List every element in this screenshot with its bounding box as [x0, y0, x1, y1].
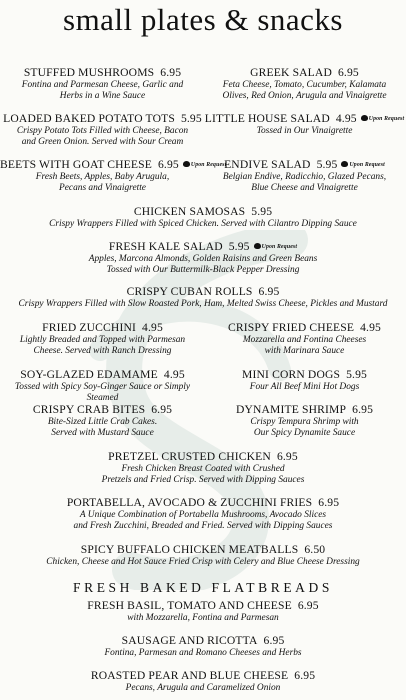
item-price: 6.95 — [157, 158, 179, 171]
item-price: 5.95 — [251, 205, 273, 218]
item-price: 6.50 — [304, 543, 326, 556]
item-name: SPICY BUFFALO CHICKEN MEATBALLS — [80, 543, 299, 556]
item-description: with Mozzarella, Fontina and Parmesan — [127, 613, 279, 623]
item-price: 6.95 — [263, 634, 285, 647]
item-description: Belgian Endive, Radicchio, Glazed Pecans, Blue Cheese and Vinaigrette — [222, 172, 387, 193]
item-name: PORTABELLA, AVOCADO & ZUCCHINI FRIES — [66, 496, 313, 509]
menu-item-pretzel-crusted-chicken — [0, 450, 406, 486]
item-name: ROASTED PEAR AND BLUE CHEESE — [90, 669, 289, 682]
menu-item-fried-zucchini — [0, 321, 205, 357]
menu-item-stuffed-mushrooms — [0, 66, 205, 102]
item-price: 6.95 — [297, 599, 319, 612]
menu-item-crispy-fried-cheese — [203, 321, 406, 357]
item-name: LITTLE HOUSE SALAD — [204, 112, 330, 125]
item-description: Crispy Tempura Shrimp with Our Spicy Dynamite Sauce — [250, 417, 359, 438]
item-name: LOADED BAKED POTATO TOTS — [3, 112, 175, 125]
badge-label: Upon Request — [368, 116, 405, 122]
item-description: Fontina and Parmesan Cheese, Garlic and Herbs in a Wine Sauce — [21, 80, 184, 101]
menu-item-loaded-tots — [0, 112, 205, 148]
item-name: FRESH BASIL, TOMATO AND CHEESE — [87, 599, 292, 612]
item-price: 6.95 — [151, 403, 173, 416]
menu-item-greek-salad — [203, 66, 406, 102]
item-description: Pecans, Arugula and Caramelized Onion — [125, 683, 281, 693]
menu-title: small plates & snacks — [63, 2, 343, 37]
item-price: 5.95 — [316, 158, 338, 171]
menu-item-beets-goat-cheese — [0, 158, 227, 194]
item-description: Crispy Potato Tots Filled with Cheese, Bacon and Green Onion. Served with Sour Cream — [16, 126, 189, 147]
item-description: Fontina, Parmesan and Romano Cheeses and Herbs — [104, 648, 302, 658]
upon-request-icon — [341, 161, 348, 167]
menu-item-chicken-samosas — [0, 205, 406, 230]
item-description: Tossed with Spicy Soy-Ginger Sauce or Simply Steamed — [14, 382, 191, 403]
item-description: Tossed in Our Vinaigrette — [256, 126, 353, 136]
menu-item-portabella-fries — [0, 496, 406, 532]
menu-item-buffalo-chicken-meatballs — [0, 543, 406, 568]
item-name: SOY-GLAZED EDAMAME — [20, 368, 158, 381]
badge-label: Upon Request — [349, 162, 385, 168]
item-name: FRESH KALE SALAD — [108, 240, 223, 253]
item-name: BEETS WITH GOAT CHEESE — [0, 158, 152, 171]
menu-item-dynamite-shrimp — [203, 403, 406, 439]
upon-request-badge — [361, 112, 404, 126]
menu-item-endive-salad — [203, 158, 406, 194]
menu-item-fresh-kale-salad — [0, 240, 406, 276]
item-description: Lightly Breaded and Topped with Parmesan Cheese. Served with Ranch Dressing — [19, 335, 186, 356]
item-description: A Unique Combination of Portabella Mushrooms, Avocado Slices and Fresh Zucchini, Breaded and Fried. Served with Dipping Sauces — [73, 510, 333, 531]
item-description: Chicken, Cheese and Hot Sauce Fried Crisp with Celery and Blue Cheese Dressing — [46, 557, 360, 567]
item-name: CRISPY CUBAN ROLLS — [126, 285, 253, 298]
item-price: 5.95 — [180, 112, 202, 125]
flatbreads-section-title: FRESH BAKED FLATBREADS — [73, 580, 333, 595]
item-name: CRISPY CRAB BITES — [32, 403, 146, 416]
item-description: Apples, Marcona Almonds, Golden Raisins and Green Beans Tossed with Our Buttermilk-Black Pepper Dressing — [88, 254, 318, 275]
item-name: CHICKEN SAMOSAS — [133, 205, 246, 218]
item-description: Crispy Wrappers Filled with Slow Roasted Pork, Ham, Melted Swiss Cheese, Pickles and Mustard — [18, 299, 388, 309]
upon-request-badge — [254, 240, 297, 254]
item-price: 5.95 — [346, 368, 367, 381]
item-name: PRETZEL CRUSTED CHICKEN — [108, 450, 271, 463]
item-name: DYNAMITE SHRIMP — [235, 403, 347, 416]
item-price: 6.95 — [318, 496, 340, 509]
item-name: MINI CORN DOGS — [242, 368, 341, 381]
item-price: 6.95 — [276, 450, 298, 463]
upon-request-icon — [361, 115, 368, 121]
menu-item-soy-glazed-edamame — [0, 368, 205, 404]
menu-item-crispy-cuban-rolls — [0, 285, 406, 310]
item-name: GREEK SALAD — [250, 66, 332, 79]
item-description: Bite-Sized Little Crab Cakes. Served with Mustard Sauce — [47, 417, 158, 438]
menu-item-basil-tomato-flatbread — [0, 599, 406, 624]
item-description: Fresh Beets, Apples, Baby Arugula, Pecans and Vinaigrette — [35, 172, 170, 193]
item-price: 4.95 — [142, 321, 163, 334]
badge-label: Upon Request — [190, 162, 227, 168]
menu-item-little-house-salad — [203, 112, 406, 137]
upon-request-icon — [183, 161, 190, 167]
item-name: FRIED ZUCCHINI — [42, 321, 136, 334]
item-description: Crispy Wrappers Filled with Spiced Chicken. Served with Cilantro Dipping Sauce — [49, 219, 357, 229]
item-name: SAUSAGE AND RICOTTA — [121, 634, 258, 647]
menu-item-pear-blue-cheese-flatbread — [0, 669, 406, 694]
item-price: 6.95 — [160, 66, 182, 79]
item-description: Feta Cheese, Tomato, Cucumber, Kalamata Olives, Red Onion, Arugula and Vinaigrette — [222, 80, 387, 101]
menu-item-crispy-crab-bites — [0, 403, 205, 439]
item-price: 6.95 — [337, 66, 359, 79]
item-price: 6.95 — [258, 285, 280, 298]
menu-item-sausage-ricotta-flatbread — [0, 634, 406, 659]
item-description: Four All Beef Mini Hot Dogs — [249, 382, 360, 392]
item-price: 4.95 — [163, 368, 185, 381]
upon-request-icon — [254, 243, 261, 249]
item-price: 4.95 — [335, 112, 357, 125]
item-price: 4.95 — [360, 321, 381, 334]
item-price: 6.95 — [294, 669, 316, 682]
item-description: Mozzarella and Fontina Cheeses with Marinara Sauce — [242, 335, 367, 356]
item-description: Fresh Chicken Breast Coated with Crushed Pretzels and Fried Crisp. Served with Dipping Sauces — [101, 464, 305, 485]
item-price: 5.95 — [228, 240, 250, 253]
item-price: 6.95 — [352, 403, 374, 416]
item-name: ENDIVE SALAD — [224, 158, 311, 171]
item-name: STUFFED MUSHROOMS — [23, 66, 155, 79]
menu-item-mini-corn-dogs — [203, 368, 406, 393]
item-name: CRISPY FRIED CHEESE — [228, 321, 355, 334]
badge-label: Upon Request — [261, 244, 298, 250]
upon-request-badge — [341, 158, 384, 172]
